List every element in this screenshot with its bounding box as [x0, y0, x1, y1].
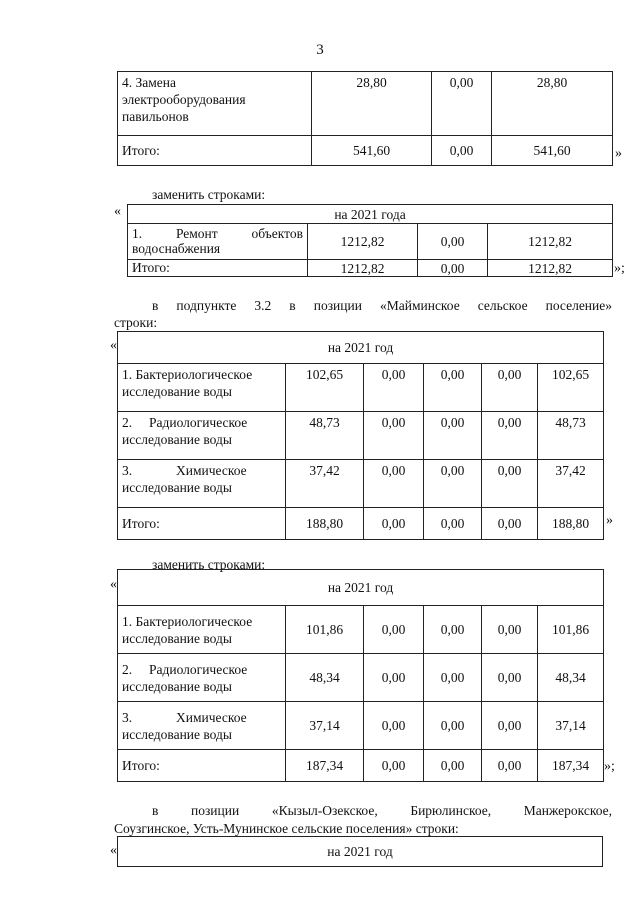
value-cell: 0,00 — [364, 606, 424, 654]
table-row — [118, 364, 604, 412]
value-cell: 48,34 — [286, 654, 364, 702]
value-cell: 0,00 — [424, 508, 482, 540]
value-cell: 1212,82 — [488, 224, 613, 260]
table-water-supply-new — [127, 204, 613, 277]
value-cell: 0,00 — [364, 750, 424, 782]
row-label: 2. Радиологическое исследование воды — [118, 412, 286, 460]
table-header-row — [128, 205, 613, 224]
value-cell: 0,00 — [364, 460, 424, 508]
value-cell: 101,86 — [286, 606, 364, 654]
value-cell: 0,00 — [364, 364, 424, 412]
open-quote: « — [114, 204, 121, 219]
paragraph-line: Соузгинское, Усть-Мунинское сельские поселения» строки: — [114, 821, 459, 836]
close-quote: » — [615, 146, 622, 161]
close-quote: »; — [604, 759, 615, 774]
table-row — [118, 702, 604, 750]
row-label: Итого: — [118, 136, 312, 166]
value-cell: 0,00 — [424, 606, 482, 654]
value-cell: 48,73 — [286, 412, 364, 460]
value-cell: 0,00 — [482, 750, 538, 782]
close-quote: »; — [614, 261, 625, 276]
table-row — [118, 72, 613, 136]
row-label: 1. Ремонт объектов водоснабжения — [128, 224, 308, 260]
value-cell: 1212,82 — [308, 224, 418, 260]
row-label: 3. Химическое исследование воды — [118, 460, 286, 508]
table-row — [128, 224, 613, 260]
table-water-testing-old — [117, 331, 604, 540]
value-cell: 0,00 — [424, 460, 482, 508]
value-cell: 0,00 — [482, 508, 538, 540]
value-cell: 37,14 — [538, 702, 604, 750]
value-cell: 102,65 — [286, 364, 364, 412]
table-row-total — [118, 136, 613, 166]
value-cell: 0,00 — [364, 702, 424, 750]
row-label: Итого: — [118, 508, 286, 540]
table-row — [118, 606, 604, 654]
value-cell: 187,34 — [286, 750, 364, 782]
value-cell: 0,00 — [424, 412, 482, 460]
table-settlements — [117, 836, 603, 867]
value-cell: 541,60 — [312, 136, 432, 166]
page-number: 3 — [316, 42, 324, 58]
value-cell: 0,00 — [482, 364, 538, 412]
value-cell: 0,00 — [482, 702, 538, 750]
year-header: на 2021 год — [118, 570, 604, 606]
value-cell: 102,65 — [538, 364, 604, 412]
value-cell: 188,80 — [538, 508, 604, 540]
value-cell: 0,00 — [482, 654, 538, 702]
value-cell: 37,42 — [538, 460, 604, 508]
year-header: на 2021 года — [128, 205, 613, 224]
replace-label: заменить строками: — [152, 187, 266, 202]
row-label: 4. Замена электрооборудования павильонов — [118, 72, 312, 136]
value-cell: 0,00 — [482, 460, 538, 508]
value-cell: 0,00 — [418, 224, 488, 260]
table-header-row — [118, 332, 604, 364]
row-label: Итого: — [128, 260, 308, 277]
year-header: на 2021 год — [118, 837, 603, 867]
value-cell: 48,73 — [538, 412, 604, 460]
value-cell: 101,86 — [538, 606, 604, 654]
value-cell: 0,00 — [424, 364, 482, 412]
row-label: 2. Радиологическое исследование воды — [118, 654, 286, 702]
value-cell: 48,34 — [538, 654, 604, 702]
table-row-total — [118, 508, 604, 540]
value-cell: 0,00 — [424, 750, 482, 782]
year-header: на 2021 год — [118, 332, 604, 364]
value-cell: 541,60 — [492, 136, 613, 166]
value-cell: 28,80 — [492, 72, 613, 136]
value-cell: 1212,82 — [308, 260, 418, 277]
value-cell: 37,42 — [286, 460, 364, 508]
value-cell: 0,00 — [424, 654, 482, 702]
value-cell: 0,00 — [432, 72, 492, 136]
value-cell: 0,00 — [432, 136, 492, 166]
table-water-testing-new — [117, 569, 604, 782]
row-label: 1. Бактериологическое исследование воды — [118, 606, 286, 654]
value-cell: 188,80 — [286, 508, 364, 540]
open-quote: « — [110, 577, 117, 592]
open-quote: « — [110, 843, 117, 858]
value-cell: 0,00 — [364, 412, 424, 460]
paragraph-line: строки: — [114, 315, 158, 330]
table-pavilions-old — [117, 71, 613, 166]
value-cell: 0,00 — [364, 508, 424, 540]
table-header-row — [118, 837, 603, 867]
row-label: 3. Химическое исследование воды — [118, 702, 286, 750]
row-label: 1. Бактериологическое исследование воды — [118, 364, 286, 412]
replace-label: заменить строками: — [152, 557, 266, 572]
table-row — [118, 654, 604, 702]
value-cell: 0,00 — [364, 654, 424, 702]
table-header-row — [118, 570, 604, 606]
paragraph-line: в подпункте 3.2 в позиции «Майминское сельское поселение» — [152, 298, 612, 313]
open-quote: « — [110, 338, 117, 353]
row-label: Итого: — [118, 750, 286, 782]
value-cell: 0,00 — [482, 412, 538, 460]
table-row — [118, 412, 604, 460]
close-quote: » — [606, 513, 613, 528]
value-cell: 0,00 — [482, 606, 538, 654]
table-row-total — [118, 750, 604, 782]
table-row — [118, 460, 604, 508]
paragraph-line: в позиции «Кызыл-Озекское, Бирюлинское, Манжерокское, — [152, 803, 612, 818]
value-cell: 0,00 — [424, 702, 482, 750]
value-cell: 28,80 — [312, 72, 432, 136]
value-cell: 0,00 — [418, 260, 488, 277]
table-row-total — [128, 260, 613, 277]
value-cell: 1212,82 — [488, 260, 613, 277]
value-cell: 37,14 — [286, 702, 364, 750]
value-cell: 187,34 — [538, 750, 604, 782]
